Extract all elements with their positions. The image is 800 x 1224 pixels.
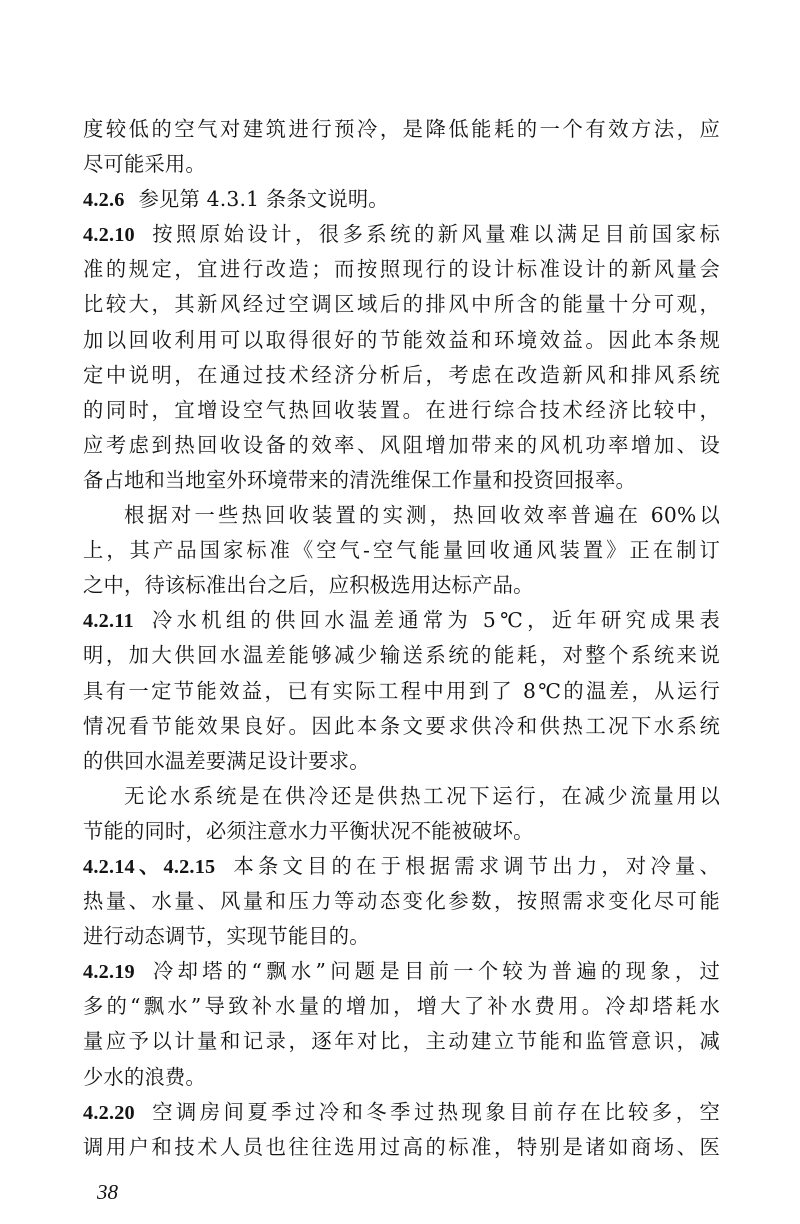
line-text: 的同时，宜增设空气热回收装置。在进行综合技术经济比较中，: [83, 397, 720, 422]
line-text: 加以回收利用可以取得很好的节能效益和环境效益。因此本条规: [83, 327, 720, 352]
text-line: [83, 709, 720, 744]
line-text: 度较低的空气对建筑进行预冷，是降低能耗的一个有效方法，应: [83, 117, 720, 141]
line-text: 定中说明，在通过技术经济分析后，考虑在改造新风和排风系统: [83, 362, 720, 387]
line-text: 调用户和技术人员也往往选用过高的标准，特别是诸如商场、医: [83, 1134, 720, 1159]
line-text: 进行动态调节，实现节能目的。: [83, 924, 370, 949]
text-line: [83, 1024, 720, 1059]
text-line: [83, 147, 720, 182]
line-text: 多的“飘水”导致补水量的增加，增大了补水费用。冷却塔耗水: [83, 994, 720, 1019]
text-line: [83, 814, 720, 849]
line-text: 冷水机组的供回水温差通常为 5℃，近年研究成果表: [147, 608, 720, 633]
line-text: 具有一定节能效益，已有实际工程中用到了 8℃的温差，从运行: [83, 678, 720, 703]
section-number: 4.2.10: [83, 224, 135, 247]
section-number: 4.2.19: [83, 961, 135, 984]
line-text: 明，加大供回水温差能够减少输送系统的能耗，对整个系统来说: [83, 643, 720, 668]
line-text: 少水的浪费。: [83, 1064, 206, 1089]
line-text: 参见第 4.3.1 条条文说明。: [138, 187, 389, 212]
text-line: [83, 989, 720, 1024]
line-text: 空调房间夏季过冷和冬季过热现象目前存在比较多，空: [148, 1099, 720, 1124]
text-line: [83, 428, 720, 463]
line-text: 准的规定，宜进行改造；而按照现行的设计标准设计的新风量会: [83, 257, 720, 282]
line-text: 节能的同时，必须注意水力平衡状况不能被破坏。: [83, 818, 534, 843]
text-line: [83, 744, 720, 779]
text-line: [83, 919, 720, 954]
text-line: [83, 1130, 720, 1165]
text-line: [83, 217, 720, 252]
text-line: [83, 533, 720, 568]
text-line: [83, 463, 720, 498]
line-text: 应考虑到热回收设备的效率、风阻增加带来的风机功率增加、设: [83, 432, 720, 457]
section-number: 4.2.20: [83, 1101, 135, 1124]
line-text: 尽可能采用。: [83, 152, 206, 177]
text-line: [83, 568, 720, 603]
text-line: [83, 287, 720, 322]
line-text: 情况看节能效果良好。因此本条文要求供冷和供热工况下水系统: [83, 713, 720, 738]
line-text: 根据对一些热回收装置的实测，热回收效率普遍在 60%以: [124, 503, 720, 528]
text-line: [83, 779, 720, 814]
text-line: [83, 638, 720, 673]
text-line: [83, 112, 720, 147]
text-line: [83, 954, 720, 989]
text-line: [83, 252, 720, 287]
text-line: [83, 498, 720, 533]
text-line: [83, 358, 720, 393]
section-number: 4.2.6: [83, 189, 125, 212]
text-line: [83, 849, 720, 884]
line-text: 量应予以计量和记录，逐年对比，主动建立节能和监管意识，减: [83, 1029, 720, 1054]
line-text: 热量、水量、风量和压力等动态变化参数，按照需求变化尽可能: [83, 889, 720, 914]
section-number: 4.2.11: [83, 610, 134, 633]
line-text: 上，其产品国家标准《空气-空气能量回收通风装置》正在制订: [83, 538, 720, 563]
document-body: [83, 112, 720, 1165]
text-line: [83, 393, 720, 428]
line-text: 比较大，其新风经过空调区域后的排风中所含的能量十分可观，: [83, 292, 720, 317]
text-line: [83, 1095, 720, 1130]
text-line: [83, 674, 720, 709]
line-text: 之中，待该标准出台之后，应积极选用达标产品。: [83, 573, 534, 598]
text-line: [83, 182, 720, 217]
text-line: [83, 1060, 720, 1095]
line-text: 按照原始设计，很多系统的新风量难以满足目前国家标: [148, 222, 720, 247]
text-line: [83, 323, 720, 358]
line-text: 本条文目的在于根据需求调节出力，对冷量、: [229, 853, 720, 878]
line-text: 无论水系统是在供冷还是供热工况下运行，在减少流量用以: [124, 783, 720, 808]
text-line: [83, 603, 720, 638]
page-number: 38: [97, 1180, 118, 1204]
section-number: 4.2.14、4.2.15: [83, 855, 216, 878]
line-text: 备占地和当地室外环境带来的清洗维保工作量和投资回报率。: [83, 467, 636, 492]
text-line: [83, 884, 720, 919]
line-text: 冷却塔的“飘水”问题是目前一个较为普遍的现象，过: [148, 959, 720, 984]
line-text: 的供回水温差要满足设计要求。: [83, 748, 370, 773]
